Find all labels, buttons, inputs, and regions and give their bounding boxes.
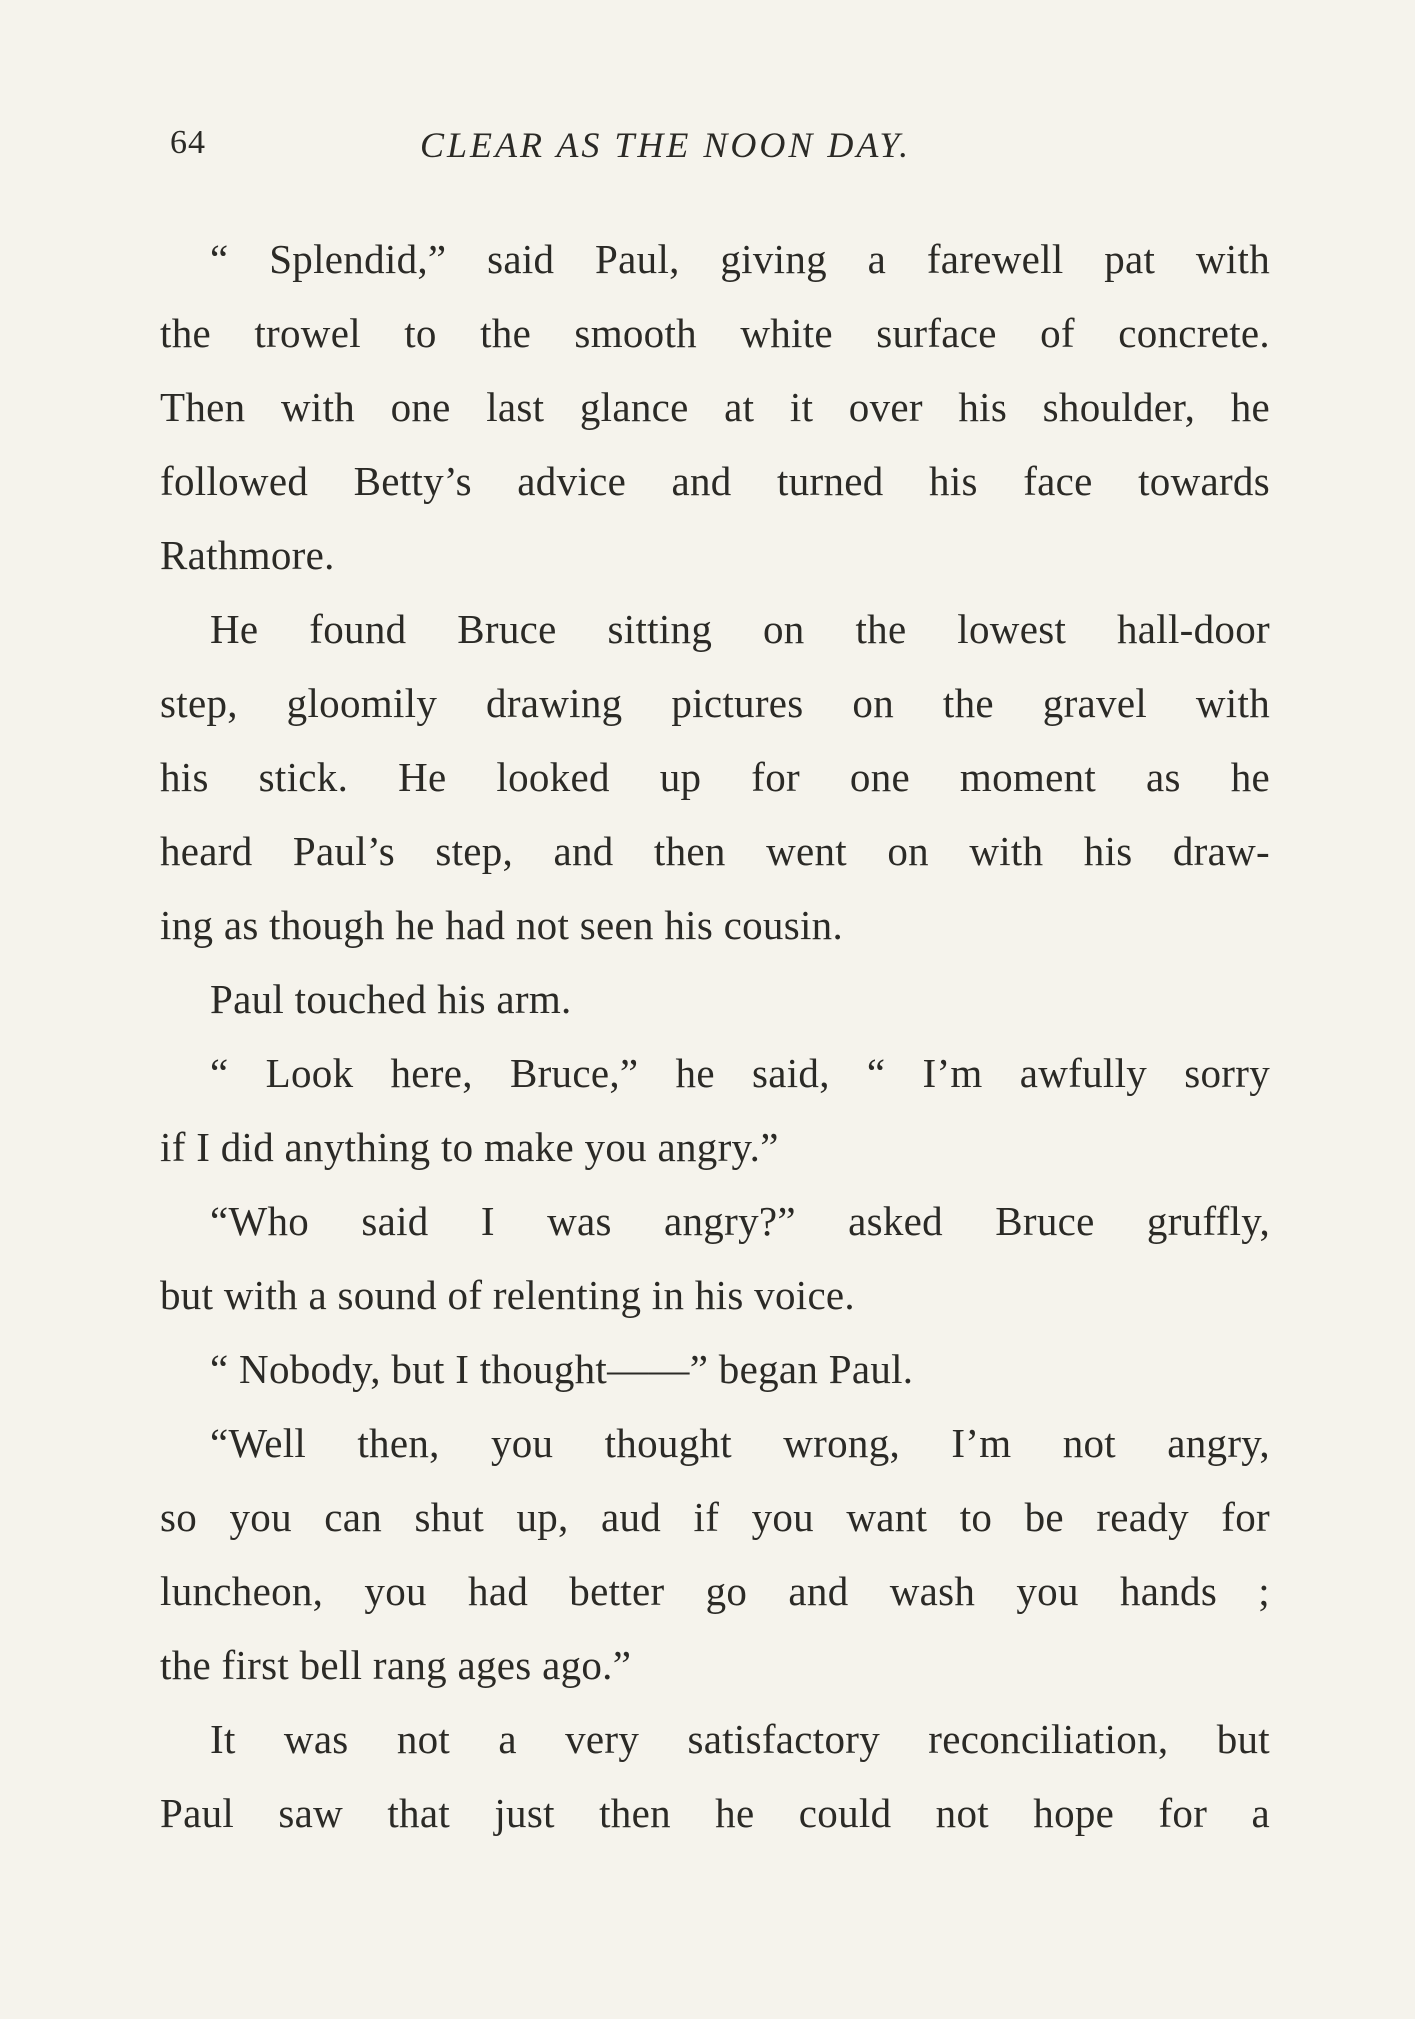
text-line: if I did anything to make you angry.”: [160, 1124, 779, 1170]
text-line: It was not a very satisfactory reconciliation, but: [210, 1716, 1270, 1762]
text-line: Paul saw that just then he could not hope for a: [160, 1790, 1270, 1836]
text-line: followed Betty’s advice and turned his face towards: [160, 458, 1270, 504]
text-line: “Well then, you thought wrong, I’m not angry,: [210, 1420, 1270, 1466]
running-head: [170, 124, 1270, 174]
text-line: “ Splendid,” said Paul, giving a farewell pat with: [210, 236, 1270, 282]
text-line: Then with one last glance at it over his shoulder, he: [160, 384, 1270, 430]
text-line: ing as though he had not seen his cousin.: [160, 902, 844, 948]
body-text: [160, 222, 1270, 1850]
text-line: but with a sound of relenting in his voice.: [160, 1272, 855, 1318]
text-line: He found Bruce sitting on the lowest hall-door: [210, 606, 1270, 652]
text-line: luncheon, you had better go and wash you hands ;: [160, 1568, 1270, 1614]
text-line: his stick. He looked up for one moment as he: [160, 754, 1270, 800]
text-line: so you can shut up, aud if you want to be ready for: [160, 1494, 1270, 1540]
text-line: “ Look here, Bruce,” he said, “ I’m awfully sorry: [210, 1050, 1270, 1096]
text-line: step, gloomily drawing pictures on the gravel with: [160, 680, 1270, 726]
running-title: CLEAR AS THE NOON DAY.: [420, 125, 912, 165]
text-line: Rathmore.: [160, 532, 335, 578]
text-line: heard Paul’s step, and then went on with his draw-: [160, 828, 1270, 874]
text-line: the first bell rang ages ago.”: [160, 1642, 632, 1688]
text-line: the trowel to the smooth white surface of concrete.: [160, 310, 1270, 356]
text-line: Paul touched his arm.: [210, 976, 572, 1022]
text-line: “ Nobody, but I thought——” began Paul.: [210, 1346, 914, 1392]
text-line: “Who said I was angry?” asked Bruce gruffly,: [210, 1198, 1270, 1244]
page-number: 64: [170, 124, 206, 161]
